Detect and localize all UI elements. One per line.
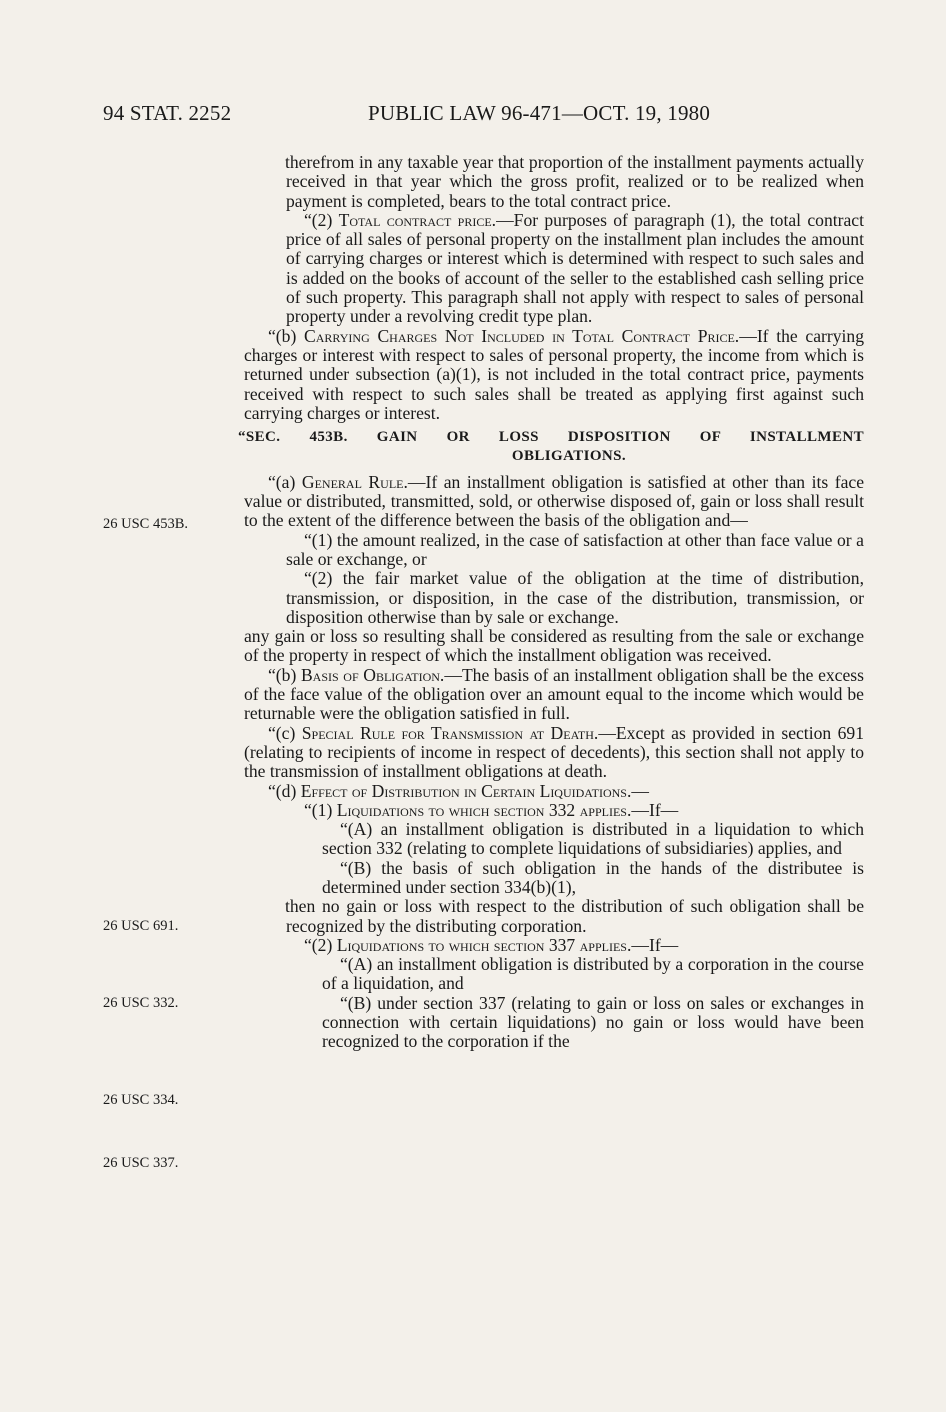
para-text: —For purposes of paragraph (1), the total contract price of all sales of personal property on the installment plan includes the amount of carrying charges or interest which is determined with respect to such sales and is added on the books of account of the seller to the established cash selling price of such property. This paragraph shall not apply with respect to sales of personal property under a revolving credit type plan.: [286, 209, 864, 327]
para-heading: Effect of Distribution in Certain Liquidations.: [300, 780, 632, 801]
subsection-a-general-rule: [244, 473, 864, 531]
para-number: “(b): [268, 664, 301, 685]
para-text: —If the carrying charges or interest with respect to sales of personal property, the income from which is returned under subsection (a)(1), is not included in the total contract price, payments received with respect to such sales shall be treated as applying first against such carrying charges or interest.: [244, 325, 865, 423]
para-dash: —If—: [631, 934, 679, 955]
margin-note-usc-453b: 26 USC 453B.: [103, 516, 189, 532]
para-heading: Special Rule for Transmission at Death.: [301, 722, 599, 743]
section-heading: [238, 428, 864, 467]
margin-note-usc-334: 26 USC 334.: [103, 1092, 179, 1108]
section-heading-line-2: OBLIGATIONS.: [511, 448, 627, 465]
paragraph-a-tail: any gain or loss so resulting shall be considered as resulting from the sale or exchange of the property in respect of which the installment obligation was received.: [244, 626, 864, 666]
para-heading: Carrying Charges Not Included in Total Contract Price.: [304, 325, 740, 346]
paragraph-d2a: “(A) an installment obligation is distributed by a corporation in the course of a liquidation, and: [322, 954, 864, 994]
para-dash: —If—: [631, 799, 679, 820]
paragraph-d2: [244, 936, 864, 955]
para-number: “(b): [268, 325, 305, 346]
margin-note-usc-337: 26 USC 337.: [103, 1155, 179, 1171]
section-heading-line-1: “SEC. 453B. GAIN OR LOSS DISPOSITION OF INSTALLMENT: [238, 429, 864, 446]
paragraph-d1b: “(B) the basis of such obligation in the hands of the distributee is determined under section 334(b)(1),: [322, 857, 864, 897]
para-text: —If an installment obligation is satisfied at other than its face value or distributed, transmitted, sold, or otherwise disposed of, gain or loss shall result to the extent of the difference between the basis of the obligation and—: [244, 471, 865, 531]
para-heading: Total contract price.: [338, 209, 497, 230]
subsection-d-heading: [244, 782, 864, 801]
para-heading: Liquidations to which section 337 applies.: [336, 934, 632, 955]
para-text: —Except as provided in section 691 (relating to recipients of income in respect of decedents), this section shall not apply to the transmission of installment obligations at death.: [244, 722, 864, 782]
page-running-head: PUBLIC LAW 96-471—OCT. 19, 1980: [368, 101, 711, 125]
page-stat-number: 94 STAT. 2252: [103, 101, 232, 125]
para-heading: Liquidations to which section 332 applies.: [336, 799, 632, 820]
paragraph-d2b: “(B) under section 337 (relating to gain or loss on sales or exchanges in connection with certain liquidations) no gain or loss would have been recognized to the corporation if the: [322, 992, 864, 1052]
para-number: “(a): [268, 471, 302, 492]
para-number: “(1): [304, 799, 337, 820]
paragraph-a2: “(2) the fair market value of the obligation at the time of distribution, transmission, or disposition, in the case of the distribution, transmission, or disposition otherwise than by sale or exchange.: [286, 568, 864, 627]
para-number: “(d): [268, 780, 301, 801]
paragraph-total-contract-price: [244, 211, 864, 327]
para-text: —The basis of an installment obligation shall be the excess of the face value of the obligation over an amount equal to the income which would be returnable were the obligation satisfied in full.: [244, 664, 864, 724]
paragraph-carryover: therefrom in any taxable year that proportion of the installment payments actually received in that year which the gross profit, realized or to be realized when payment is completed, bears to the total contract price.: [285, 152, 864, 211]
paragraph-d1: [244, 801, 864, 820]
para-number: “(2): [304, 209, 339, 230]
paragraph-d1a: “(A) an installment obligation is distributed in a liquidation to which section 332 (relating to complete liquidations of subsidiaries) applies, and: [322, 819, 864, 859]
subsection-c-transmission-at-death: [244, 724, 864, 782]
para-number: “(2): [304, 934, 337, 955]
paragraph-d1-tail: then no gain or loss with respect to the distribution of such obligation shall be recognized by the distributing corporation.: [285, 896, 864, 936]
margin-note-usc-332: 26 USC 332.: [103, 995, 179, 1011]
subsection-b-carrying-charges: [244, 327, 864, 423]
subsection-b-basis: [244, 666, 864, 724]
para-dash: —: [631, 780, 649, 801]
paragraph-a1: “(1) the amount realized, in the case of satisfaction at other than face value or a sale or exchange, or: [286, 529, 864, 569]
statute-body: [238, 152, 865, 1052]
para-heading: General Rule.: [301, 471, 408, 492]
margin-note-usc-691: 26 USC 691.: [103, 918, 179, 934]
para-heading: Basis of Obligation.: [300, 664, 445, 685]
para-number: “(c): [268, 722, 302, 743]
